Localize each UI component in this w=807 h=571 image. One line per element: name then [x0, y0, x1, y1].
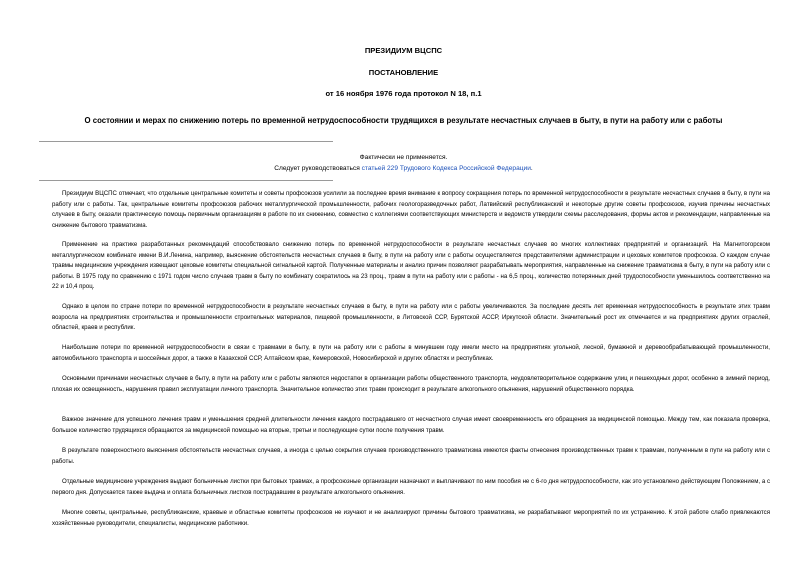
labor-code-link[interactable]: статьей 229 Трудового Кодекса Российской Федерации: [361, 165, 531, 172]
bottom-divider: [39, 180, 333, 181]
document-title: О состоянии и мерах по снижению потерь по временной нетрудоспособности трудящихся в результате несчастных случаев в быту, в пути на работу или с работы: [84, 116, 723, 125]
paragraph-2: Применение на практике разработанных рекомендаций способствовало снижению потерь по временной нетрудоспособности в результате несчастных случаев во многих коллективах предприятий и организаций. На Магнитогорском металлургическом комбинате имени В.И.Ленина, например, выяснение обстоятельств несчастных случаев в быту, в пути на работу или с работы осуществляется представителями администрации и цеховых комитетов профсоюза. О каждом случае травмы медицинские учреждения извещают цеховые комитеты специальной сигнальной картой. Полученные материалы и анализ причин позволяют разрабатывать мероприятия, направленные на снижение травматизма в быту, в пути на работу или с работы. В 1975 году по сравнению с 1971 годом число случаев травм в быту по комбинату сократилось на 23 проц., травм в пути на работу или с работы - на 6,5 проц., количество потерянных дней трудоспособности уменьшилось соответственно на 22 и 10,4 проц.: [52, 241, 770, 290]
paragraph-5: Основными причинами несчастных случаев в быту, в пути на работу или с работы являются недостатки в организации работы общественного транспорта, неудовлетворительное содержание улиц и пешеходных дорог, особенно в зимний период, плохая их освещенность, нарушения правил эксплуатации личного транспорта. Значительное количество этих травм происходит в результате алкогольного опьянения, нарушений общественного порядка.: [52, 375, 770, 393]
org-heading: ПРЕЗИДИУМ ВЦСПС: [364, 46, 443, 55]
top-divider: [39, 141, 333, 142]
paragraph-8: Отдельные медицинские учреждения выдают больничные листки при бытовых травмах, а профсоюзные организации назначают и выплачивают по ним пособия не с 6-го дня нетрудоспособности, как это установлено действующим Положением, а с первого дня. Допускается также выдача и оплата больничных листков пострадавшим в результате алкогольного опьянения.: [52, 478, 770, 496]
paragraph-4: Наибольшие потери по временной нетрудоспособности в связи с травмами в быту, в пути на работу или с работы в минувшем году имели место на предприятиях угольной, лесной, бумажной и деревообрабатывающей промышленности, автомобильного транспорта и шоссейных дорог, а также в Казахской ССР, Алтайском крае, Кемеровской, Новосибирской и других областях и республиках.: [52, 344, 770, 362]
paragraph-1: Президиум ВЦСПС отмечает, что отдельные центральные комитеты и советы профсоюзов усилили за последнее время внимание к вопросу сокращения потерь по временной нетрудоспособности в результате несчастных случаев в быту, в пути на работу или с работы. Так, центральные комитеты профсоюзов рабочих металлургической промышленности, рабочих геологоразведочных работ, Латвийский республиканский и некоторые другие советы профсоюзов, изучив причины несчастных случаев в быту, оказали практическую помощь первичным организациям в работе по их снижению, совместно с коллегиями соответствующих министерств и ведомств утвердили схемы расследования, формы актов и рекомендации, направленные на снижение бытового травматизма.: [52, 190, 770, 229]
notice-line-2: [0, 165, 807, 172]
notice-suffix: .: [530, 165, 533, 172]
paragraph-9: Многие советы, центральные, республиканские, краевые и областные комитеты профсоюзов не изучают и не анализируют причины бытового травматизма, не разрабатывают мероприятий по их устранению. К этой работе слабо привлекаются хозяйственные руководители, специалисты, медицинские работники.: [52, 509, 770, 527]
notice-line-1: Фактически не применяется.: [359, 154, 448, 161]
notice-prefix: Следует руководствоваться: [274, 165, 362, 172]
doc-type-heading: ПОСТАНОВЛЕНИЕ: [368, 68, 439, 77]
paragraph-6: Важное значение для успешного лечения травм и уменьшения средней длительности лечения каждого пострадавшего от несчастного случая имеет своевременность его обращения за медицинской помощью. Между тем, как показала проверка, большое количество трудящихся обращаются за медицинской помощью на вторые, третьи и последующие сутки после получения травм.: [52, 416, 770, 434]
paragraph-7: В результате поверхностного выяснения обстоятельств несчастных случаев, а иногда с целью сокрытия случаев производственного травматизма имеются факты отнесения производственных травм к травмам, полученным в пути на работу или с работы.: [52, 447, 770, 465]
date-line: от 16 ноября 1976 года протокол N 18, п.1: [325, 89, 482, 98]
paragraph-3: Однако в целом по стране потери по временной нетрудоспособности в результате несчастных случаев в быту, в пути на работу или с работы увеличиваются. За последние десять лет временная нетрудоспособность в результате этих травм возросла на предприятиях строительства и промышленности строительных материалов, пищевой промышленности, в Литовской ССР, Бурятской АССР, Иркутской области. Значительный рост их отмечается и на предприятиях других отраслей, областей, краев и республик.: [52, 303, 770, 331]
